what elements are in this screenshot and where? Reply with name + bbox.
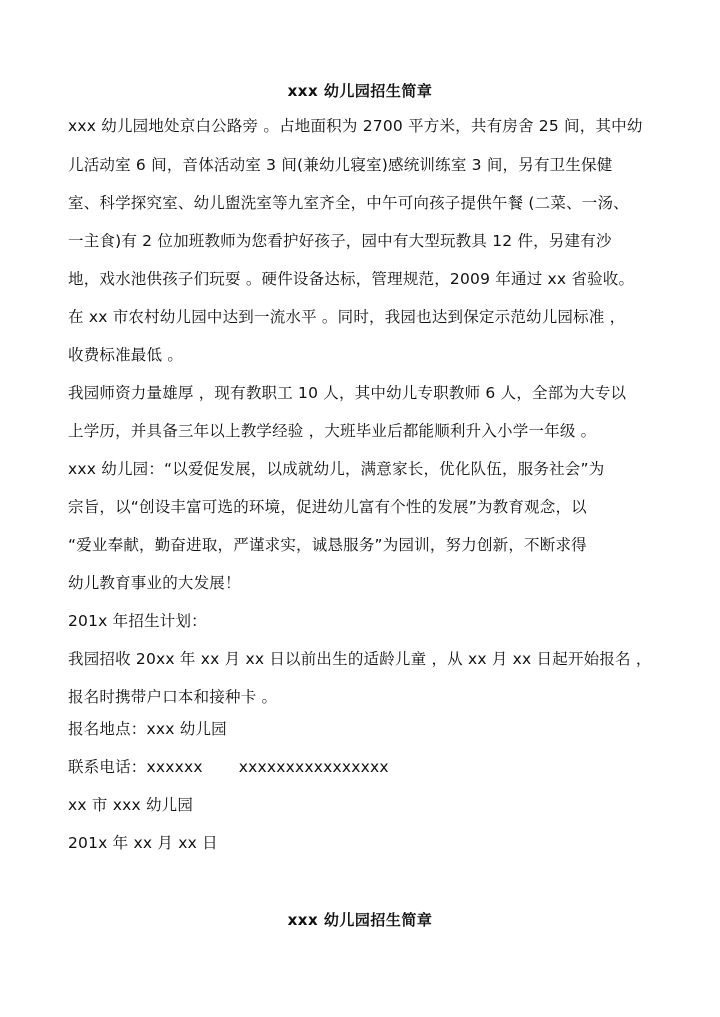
contact-phone <box>68 757 668 777</box>
text-line: 宗旨，以“创设丰富可选的环境，促进幼儿富有个性的发展”为教育观念，以 <box>68 498 587 516</box>
phone-value-1: xxxxxx <box>146 758 203 776</box>
signature-date: 201x 年 xx 月 xx 日 <box>68 834 218 852</box>
phone-label: 联系电话： <box>68 758 147 776</box>
text-line: 儿活动室 6 间，音体活动室 3 间(兼幼儿寝室)感统训练室 3 间，另有卫生保健 <box>68 156 613 174</box>
text-line: 上学历，并具备三年以上教学经验 ，大班毕业后都能顺利升入小学一年级 。 <box>68 422 597 440</box>
repeat-title: xxx 幼儿园招生简章 <box>287 911 433 929</box>
document-title: xxx 幼儿园招生简章 <box>287 82 433 100</box>
phone-value-2: xxxxxxxxxxxxxxxx <box>238 758 389 776</box>
text-line: 地，戏水池供孩子们玩耍 。硬件设备达标，管理规范，2009 年通过 xx 省验收。 <box>68 270 635 288</box>
text-line: 我园师资力量雄厚 ，现有教职工 10 人，其中幼儿专职教师 6 人，全部为大专以 <box>68 384 627 402</box>
location-label: 报名地点： <box>68 720 147 738</box>
text-line: 幼儿教育事业的大发展！ <box>68 574 241 592</box>
registration-location <box>68 719 668 739</box>
location-value: xxx 幼儿园 <box>146 720 227 738</box>
text-line: xxx 幼儿园：“以爱促发展，以成就幼儿，满意家长，优化队伍，服务社会”为 <box>68 460 605 478</box>
text-line: 在 xx 市农村幼儿园中达到一流水平 。同时，我园也达到保定示范幼儿园标准 ， <box>68 308 626 326</box>
text-line: “爱业奉献，勤奋进取，严谨求实，诚恳服务”为园训，努力创新，不断求得 <box>68 536 587 554</box>
text-line: xxx 幼儿园地处京白公路旁 。占地面积为 2700 平方米，共有房舍 25 间，其中幼 <box>68 117 643 135</box>
text-line: 我园招收 20xx 年 xx 月 xx 日以前出生的适龄儿童 ，从 xx 月 xx 日起开始报名 ， <box>68 650 652 668</box>
text-line: 报名时携带户口本和接种卡 。 <box>68 688 278 706</box>
text-line: 收费标准最低 。 <box>68 346 184 364</box>
signature-organization: xx 市 xxx 幼儿园 <box>68 796 194 814</box>
enrollment-plan-heading: 201x 年招生计划： <box>68 612 207 630</box>
text-line: 室、科学探究室、幼儿盥洗室等九室齐全，中午可向孩子提供午餐 (二菜、一汤、 <box>68 194 629 212</box>
text-line: 一主食)有 2 位加班教师为您看护好孩子，园中有大型玩教具 12 件，另建有沙 <box>68 232 612 250</box>
